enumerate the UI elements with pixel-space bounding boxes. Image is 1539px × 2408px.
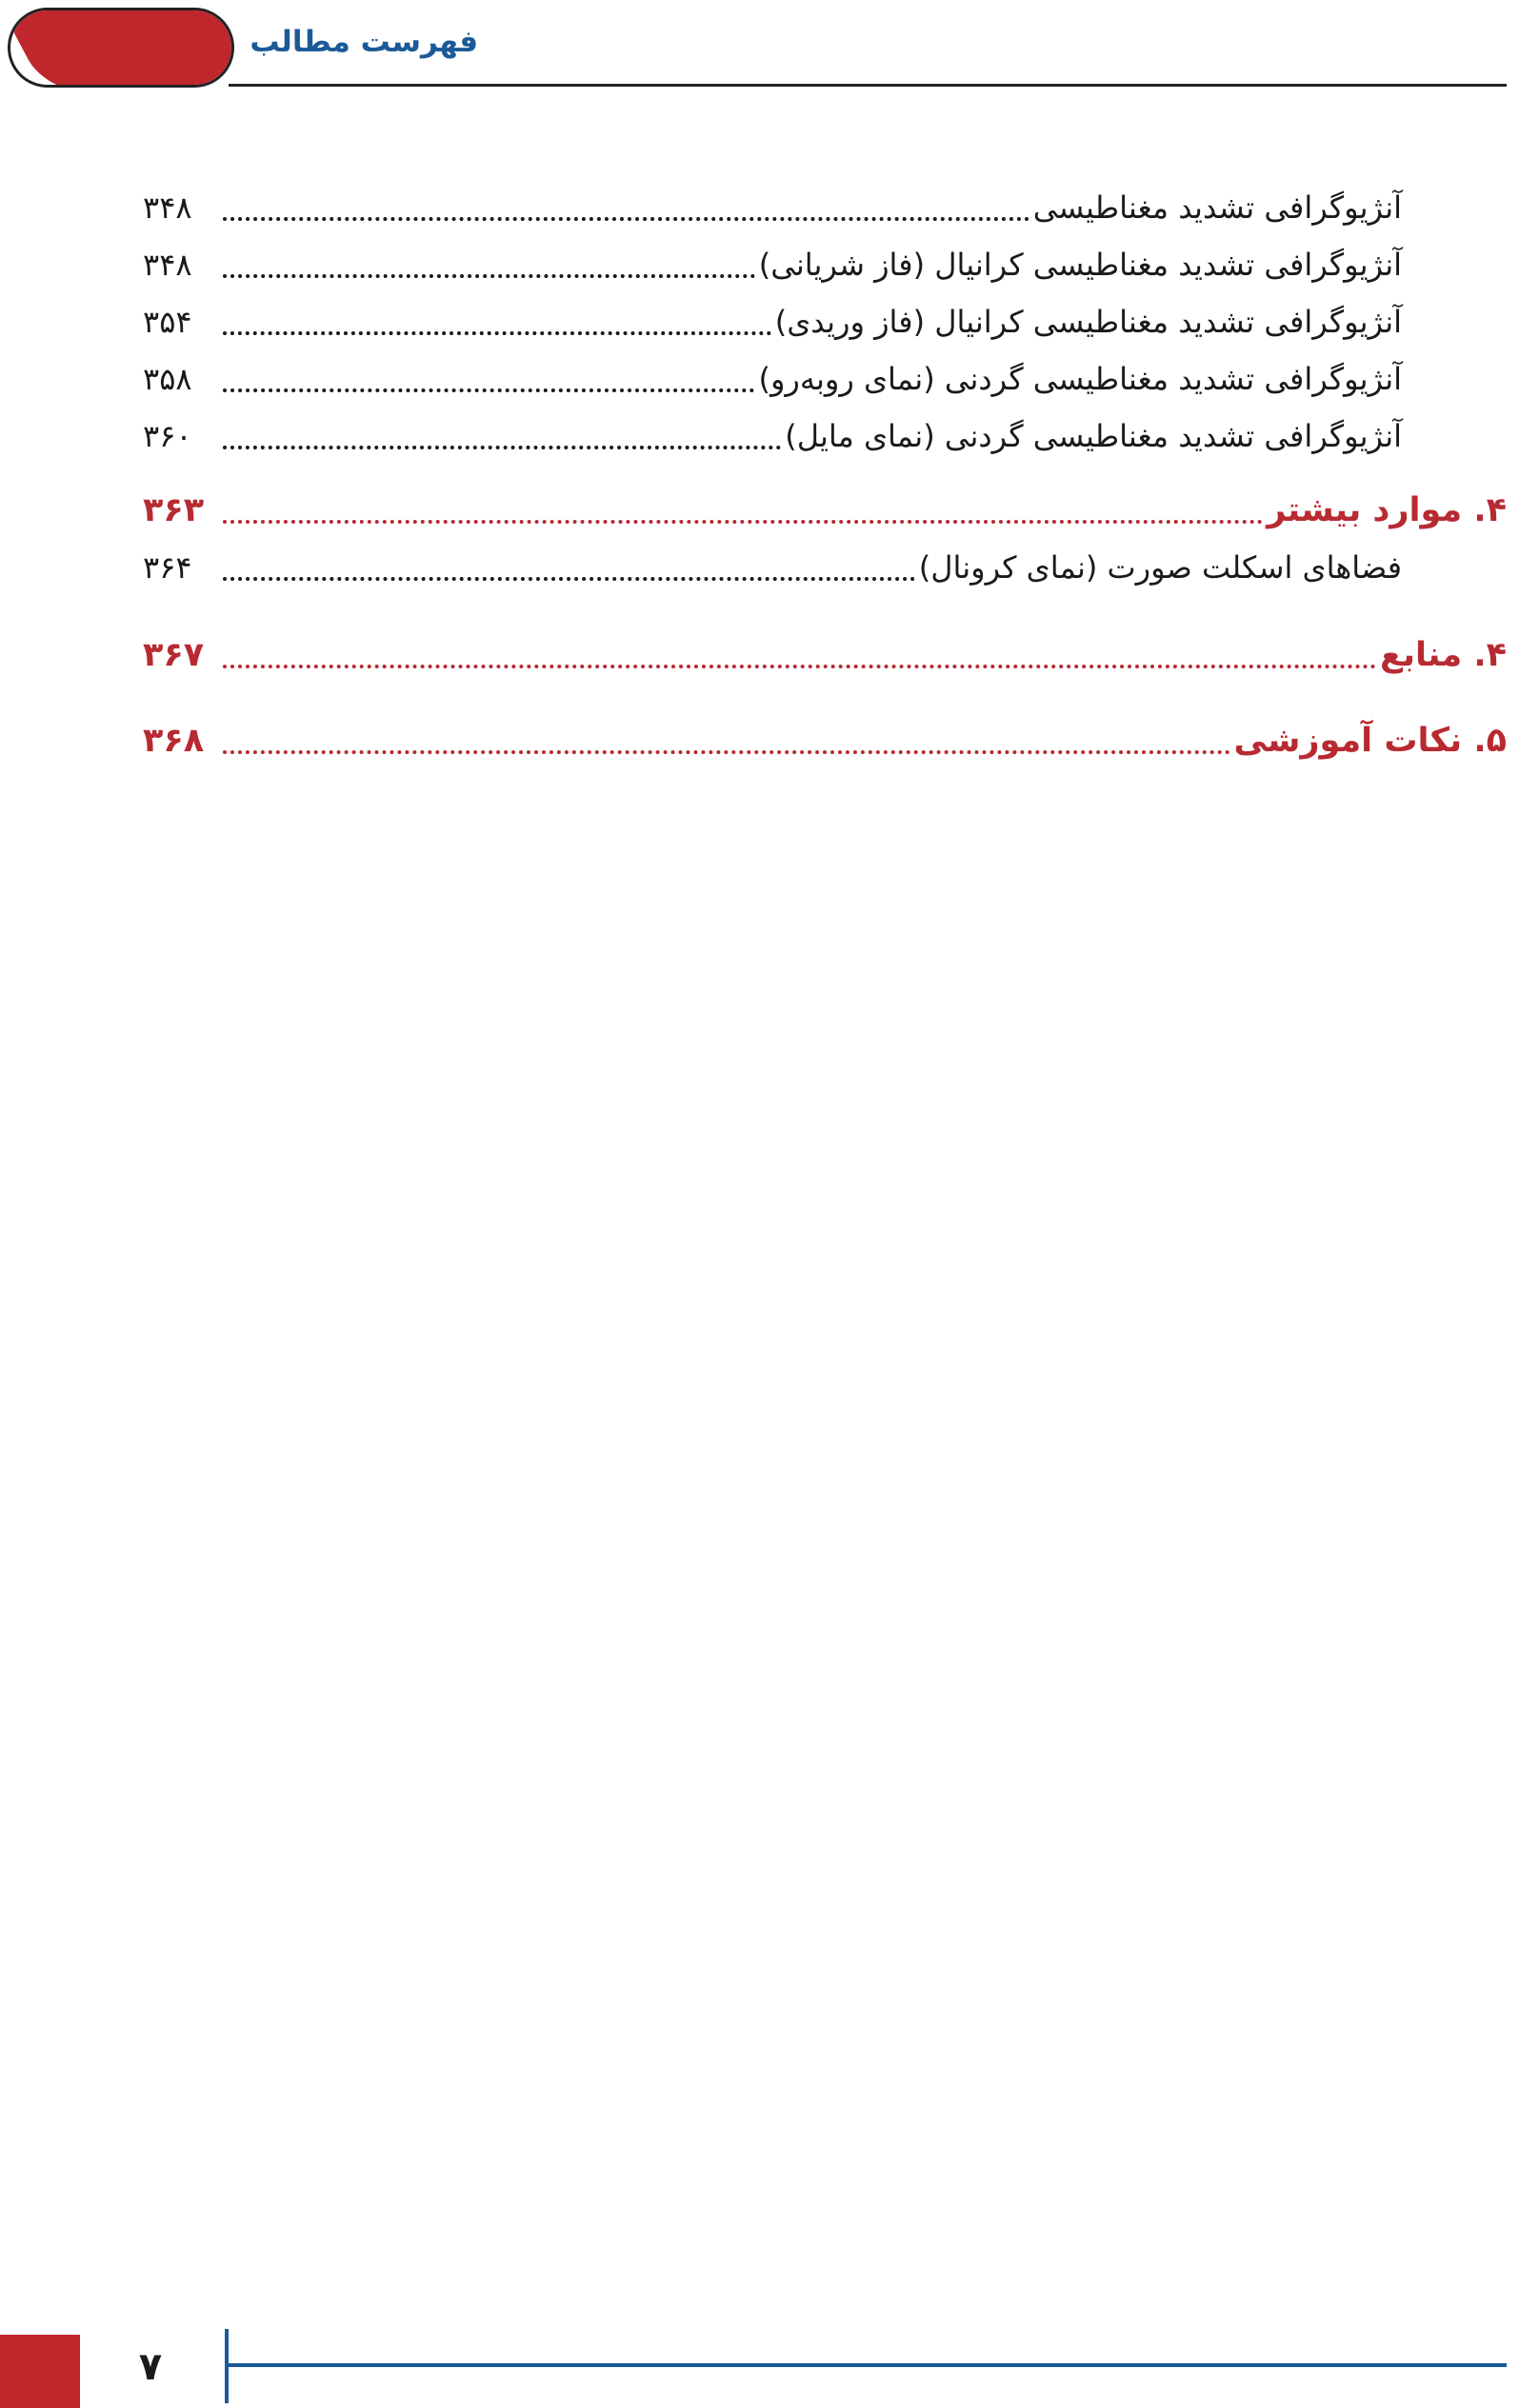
header-tab-decoration [8,8,234,88]
toc-leader-dots [223,446,781,449]
toc-entry-title: آنژیوگرافی تشدید مغناطیسی [1032,189,1402,226]
toc-entry[interactable] [143,295,1402,348]
header-rule [229,84,1507,87]
toc-entry-page: ۳۴۸ [143,247,192,283]
toc-entry[interactable] [143,352,1402,406]
footer-red-block [0,2335,80,2408]
toc-entry-title: آنژیوگرافی تشدید مغناطیسی کرانیال (فاز شریانی) [758,247,1402,283]
toc-entry-page: ۳۵۴ [143,304,192,340]
toc-leader-dots [223,388,754,392]
toc-entry-title: آنژیوگرافی تشدید مغناطیسی گردنی (نمای مایل) [785,418,1402,454]
toc-chapter-page: ۳۶۸ [143,722,205,760]
toc-entry-title: آنژیوگرافی تشدید مغناطیسی گردنی (نمای روبه‌رو) [758,361,1402,397]
toc-leader-dots [223,665,1376,668]
toc-leader-dots [223,217,1029,221]
header-tab-fill [31,8,234,88]
toc-entry[interactable] [143,238,1402,291]
toc-entry[interactable] [143,409,1402,463]
toc-chapter-entry[interactable] [143,628,1507,682]
toc-entry[interactable] [143,181,1402,234]
toc-entry-page: ۳۴۸ [143,189,192,226]
toc-chapter-title: ۴. منابع [1379,636,1507,674]
page-header-title: فهرست مطالب [250,25,478,59]
toc-chapter-entry[interactable] [143,484,1507,537]
toc-leader-dots [223,750,1230,754]
toc-leader-dots [223,577,915,581]
toc-entry-page: ۳۶۴ [143,549,192,586]
toc-entry-page: ۳۶۰ [143,418,192,454]
toc-entry-title: آنژیوگرافی تشدید مغناطیسی کرانیال (فاز وریدی) [774,304,1402,340]
toc-leader-dots [223,331,771,335]
toc-leader-dots [223,274,755,278]
toc-chapter-title: ۴. موارد بیشتر [1267,491,1507,529]
toc-chapter-page: ۳۶۷ [143,636,205,674]
toc-chapter-title: ۵. نکات آموزشی [1233,722,1507,760]
toc-entry-page: ۳۵۸ [143,361,192,397]
toc-leader-dots [223,520,1263,524]
toc-chapter-entry[interactable] [143,714,1507,767]
toc-entry-title: فضاهای اسکلت صورت (نمای کرونال) [918,549,1402,586]
footer-rule [225,2363,1507,2367]
footer-page-number: ۷ [138,2345,163,2389]
toc-entry[interactable] [143,541,1402,594]
toc-chapter-page: ۳۶۳ [143,491,205,529]
